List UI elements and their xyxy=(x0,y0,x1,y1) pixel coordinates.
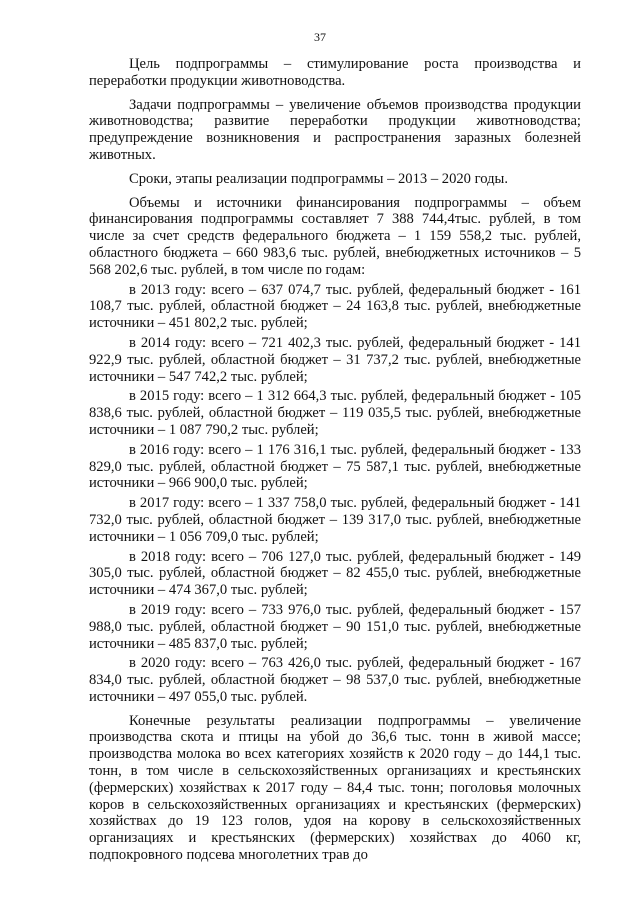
tasks-paragraph: Задачи подпрограммы – увеличение объемов производства продукции животноводства; развитие переработки продукции животноводства; предупреждение возникновения и распространения заразных болезней животных. xyxy=(89,96,581,163)
results-paragraph: Конечные результаты реализации подпрограммы – увеличение производства скота и птицы на убой до 36,6 тыс. тонн в живой массе; производства молока во всех категориях хозяйств к 2020 году – до 144,1 тыс. тонн, в том числе в сельскохозяйственных организациях и крестьянских (фермерских) хозяйствах к 2017 году – 84,4 тыс. тонн; поголовья молочных коров в сельскохозяйственных организациях и крестьянских (фермерских) хозяйствах до 19 123 голов, удоя на корову в сельскохозяйственных организациях и крестьянских (фермерских) хозяйствах до 4060 кг, подпокровного подсева многолетних трав до xyxy=(89,712,581,864)
year-2016-paragraph: в 2016 году: всего – 1 176 316,1 тыс. рублей, федеральный бюджет - 133 829,0 тыс. рублей, областной бюджет – 75 587,1 тыс. рублей, внебюджетные источники – 966 900,0 тыс. рублей; xyxy=(89,441,581,492)
year-2017-paragraph: в 2017 году: всего – 1 337 758,0 тыс. рублей, федеральный бюджет - 141 732,0 тыс. рублей, областной бюджет – 139 317,0 тыс. рублей, внебюджетные источники – 1 056 709,0 тыс. рублей; xyxy=(89,495,581,545)
year-2020-paragraph: в 2020 году: всего – 763 426,0 тыс. рублей, федеральный бюджет - 167 834,0 тыс. рублей, областной бюджет – 98 537,0 тыс. рублей, внебюджетные источники – 497 055,0 тыс. рублей. xyxy=(89,655,581,705)
document-body xyxy=(89,56,581,864)
financing-paragraph: Объемы и источники финансирования подпрограммы – объем финансирования подпрограммы составляет 7 388 744,4тыс. рублей, в том числе за счет средств федерального бюджета – 1 159 558,2 тыс. рублей, областного бюджета – 660 983,6 тыс. рублей, внебюджетных источников – 5 568 202,6 тыс. рублей, в том числе по годам: xyxy=(89,194,581,278)
year-2014-paragraph: в 2014 году: всего – 721 402,3 тыс. рублей, федеральный бюджет - 141 922,9 тыс. рублей, областной бюджет – 31 737,2 тыс. рублей, внебюджетные источники – 547 742,2 тыс. рублей; xyxy=(89,334,581,385)
page-number: 37 xyxy=(314,30,326,44)
year-2015-paragraph: в 2015 году: всего – 1 312 664,3 тыс. рублей, федеральный бюджет - 105 838,6 тыс. рублей, областной бюджет – 119 035,5 тыс. рублей, внебюджетные источники – 1 087 790,2 тыс. рублей; xyxy=(89,388,581,438)
year-2019-paragraph: в 2019 году: всего – 733 976,0 тыс. рублей, федеральный бюджет - 157 988,0 тыс. рублей, областной бюджет – 90 151,0 тыс. рублей, внебюджетные источники – 485 837,0 тыс. рублей; xyxy=(89,601,581,652)
goal-paragraph: Цель подпрограммы – стимулирование роста производства и переработки продукции животноводства. xyxy=(89,56,581,89)
year-2018-paragraph: в 2018 году: всего – 706 127,0 тыс. рублей, федеральный бюджет - 149 305,0 тыс. рублей, областной бюджет – 82 455,0 тыс. рублей, внебюджетные источники – 474 367,0 тыс. рублей; xyxy=(89,548,581,599)
year-2013-paragraph: в 2013 году: всего – 637 074,7 тыс. рублей, федеральный бюджет - 161 108,7 тыс. рублей, областной бюджет – 24 163,8 тыс. рублей, внебюджетные источники – 451 802,2 тыс. рублей; xyxy=(89,281,581,332)
timeline-paragraph: Сроки, этапы реализации подпрограммы – 2013 – 2020 годы. xyxy=(129,170,509,187)
